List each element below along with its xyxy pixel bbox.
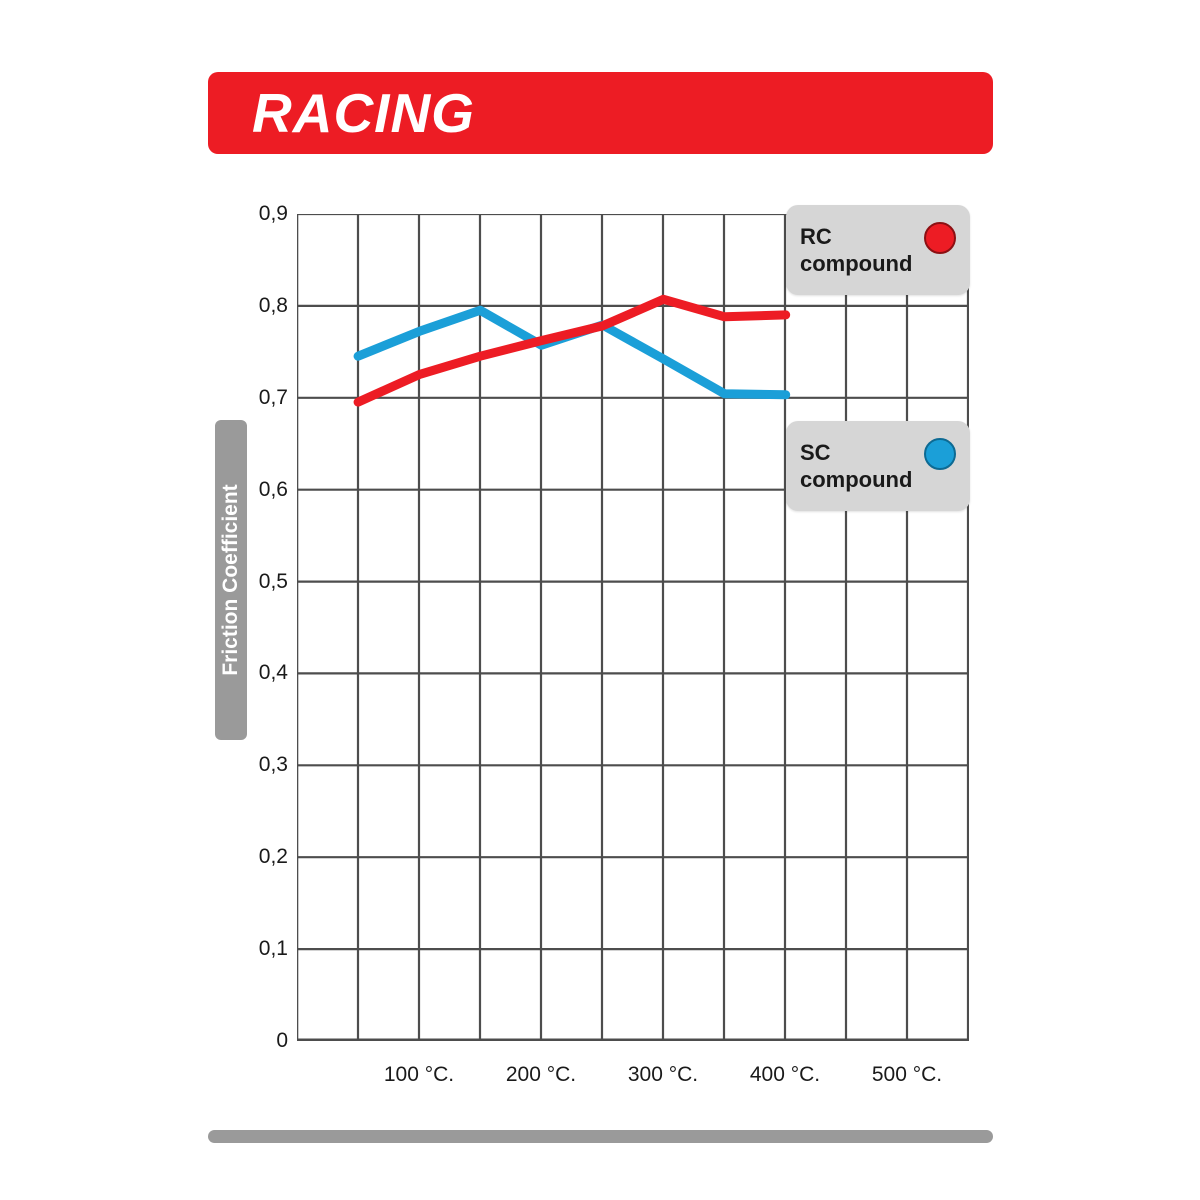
circle-marker-red-icon xyxy=(924,222,956,254)
circle-marker-blue-icon xyxy=(924,438,956,470)
y-axis-tick-labels xyxy=(240,202,288,1052)
legend-sc-line2: compound xyxy=(800,467,913,492)
page-title: RACING xyxy=(252,82,475,144)
x-tick-label: 300 °C. xyxy=(627,1063,699,1086)
y-tick-label: 0,5 xyxy=(258,569,288,593)
y-tick-label: 0,2 xyxy=(258,845,288,869)
racing-title-banner xyxy=(208,72,993,154)
y-axis-title-label: Friction Coefficient xyxy=(219,484,242,676)
series-line-rc xyxy=(358,299,786,402)
legend-rc-line2: compound xyxy=(800,251,913,276)
series-line-sc xyxy=(358,310,786,395)
x-tick-label: 500 °C. xyxy=(871,1063,943,1086)
y-tick-label: 0 xyxy=(276,1029,288,1052)
y-tick-label: 0,3 xyxy=(258,753,288,777)
y-tick-label: 0,6 xyxy=(258,477,288,501)
y-tick-label: 0,4 xyxy=(258,661,288,685)
legend-sc-text xyxy=(800,439,912,494)
legend-sc-line1: SC xyxy=(800,439,831,465)
legend-rc-text xyxy=(800,223,912,278)
legend-item-sc xyxy=(786,421,970,511)
x-tick-label: 400 °C. xyxy=(749,1063,821,1086)
y-tick-label: 0,7 xyxy=(258,385,288,409)
x-tick-label: 200 °C. xyxy=(505,1063,577,1086)
x-tick-label: 100 °C. xyxy=(383,1063,455,1086)
legend-item-rc xyxy=(786,205,970,295)
x-axis-tick-labels xyxy=(297,1063,969,1103)
y-tick-label: 0,1 xyxy=(258,937,288,960)
bottom-divider-bar xyxy=(208,1130,993,1143)
chart-plot-area xyxy=(297,214,969,1041)
chart-svg xyxy=(297,214,969,1041)
y-tick-label: 0,9 xyxy=(258,202,288,225)
y-tick-label: 0,8 xyxy=(258,294,288,317)
legend-rc-line1: RC xyxy=(800,223,832,249)
